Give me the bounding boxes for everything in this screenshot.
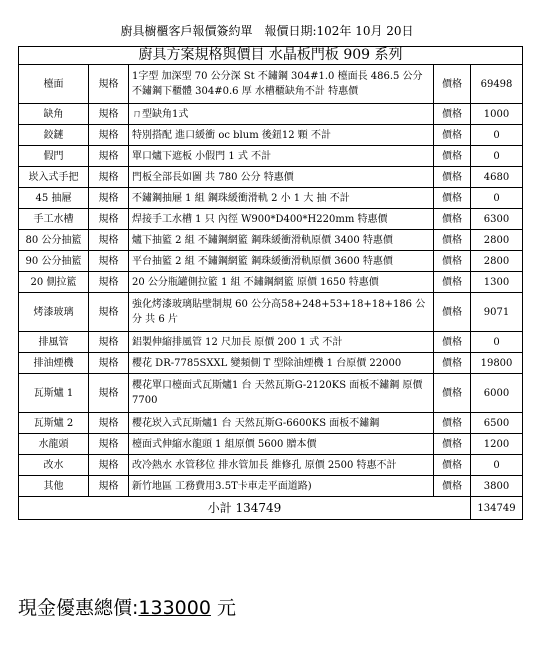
item-description: 1字型 加深型 70 公分深 St 不鏽鋼 304#1.0 檯面長 486.5 公分 不鏽鋼下櫃體 304#0.6 厚 水槽櫃缺角不計 特惠價: [129, 65, 434, 104]
spec-label: 規格: [89, 125, 129, 146]
spec-label: 規格: [89, 209, 129, 230]
spec-label: 規格: [89, 146, 129, 167]
price-label: 價格: [434, 209, 471, 230]
spec-label: 規格: [89, 413, 129, 434]
spec-label: 規格: [89, 188, 129, 209]
grand-total-amount: 133000: [138, 597, 211, 619]
item-description: 爐下抽籃 2 組 不鏽鋼網籃 鋼珠緩衝滑軌原價 3400 特惠價: [129, 230, 434, 251]
item-description: 鋁製伸縮排風管 12 尺加長 原價 200 1 式 不計: [129, 332, 434, 353]
table-row: [19, 476, 523, 497]
grand-total-unit: 元: [210, 597, 236, 619]
item-description: 焊接手工水槽 1 只 內徑 W900*D400*H220mm 特惠價: [129, 209, 434, 230]
quote-table: [18, 46, 523, 520]
spec-label: 規格: [89, 65, 129, 104]
item-name: 水龍頭: [19, 434, 89, 455]
document-header: 廚具櫥櫃客戶報價簽約單 報價日期:102年 10月 20日: [120, 24, 414, 38]
item-name: 20 側拉籃: [19, 272, 89, 293]
price-label: 價格: [434, 104, 471, 125]
table-row: [19, 251, 523, 272]
item-description: 強化烤漆玻璃貼壁制規 60 公分高58+248+53+18+18+186 公分 共 6 片: [129, 293, 434, 332]
item-description: 櫻花崁入式瓦斯爐1 台 天然瓦斯G-6600KS 面板不鏽鋼: [129, 413, 434, 434]
table-row: [19, 209, 523, 230]
item-name: 缺角: [19, 104, 89, 125]
item-description: 門板全部長如圖 共 780 公分 特惠價: [129, 167, 434, 188]
item-name: 崁入式手把: [19, 167, 89, 188]
item-price: 1200: [471, 434, 523, 455]
item-name: 鉸鏈: [19, 125, 89, 146]
table-title-row: [19, 47, 523, 65]
subtotal-row: [19, 497, 523, 520]
spec-label: 規格: [89, 476, 129, 497]
item-name: 45 抽屜: [19, 188, 89, 209]
table-row: [19, 353, 523, 374]
price-label: 價格: [434, 476, 471, 497]
spec-label: 規格: [89, 332, 129, 353]
item-price: 0: [471, 332, 523, 353]
item-description: 不鏽鋼抽屜 1 組 鋼珠緩衝滑軌 2 小 1 大 抽 不計: [129, 188, 434, 209]
price-label: 價格: [434, 146, 471, 167]
spec-label: 規格: [89, 167, 129, 188]
price-label: 價格: [434, 455, 471, 476]
spec-label: 規格: [89, 251, 129, 272]
item-name: 假門: [19, 146, 89, 167]
item-price: 2800: [471, 230, 523, 251]
spec-label: 規格: [89, 374, 129, 413]
item-name: 改水: [19, 455, 89, 476]
table-row: [19, 272, 523, 293]
item-price: 0: [471, 455, 523, 476]
spec-label: 規格: [89, 455, 129, 476]
table-title: 廚具方案規格與價目 水晶板門板 909 系列: [19, 47, 523, 65]
price-label: 價格: [434, 272, 471, 293]
price-label: 價格: [434, 434, 471, 455]
item-description: 新竹地區 工務費用3.5T卡車走平面道路): [129, 476, 434, 497]
item-price: 1300: [471, 272, 523, 293]
item-description: 特別搭配 進口緩衝 oc blum 後鈕12 顆 不計: [129, 125, 434, 146]
item-description: 平台抽籃 2 組 不鏽鋼網籃 鋼珠緩衝滑軌原價 3600 特惠價: [129, 251, 434, 272]
item-price: 6300: [471, 209, 523, 230]
item-description: 20 公分瓶罐側拉籃 1 組 不鏽鋼網籃 原價 1650 特惠價: [129, 272, 434, 293]
item-price: 6500: [471, 413, 523, 434]
item-price: 0: [471, 188, 523, 209]
price-label: 價格: [434, 167, 471, 188]
spec-label: 規格: [89, 272, 129, 293]
price-label: 價格: [434, 374, 471, 413]
item-description: 檯面式伸縮水龍頭 1 組原價 5600 贈本價: [129, 434, 434, 455]
item-description: 單口爐下遮板 小假門 1 式 不計: [129, 146, 434, 167]
item-name: 手工水槽: [19, 209, 89, 230]
grand-total: [18, 593, 236, 620]
table-row: [19, 434, 523, 455]
price-label: 價格: [434, 188, 471, 209]
spec-label: 規格: [89, 230, 129, 251]
item-price: 2800: [471, 251, 523, 272]
item-price: 6000: [471, 374, 523, 413]
price-label: 價格: [434, 125, 471, 146]
item-name: 其他: [19, 476, 89, 497]
item-description: 櫻花單口檯面式瓦斯爐1 台 天然瓦斯G-2120KS 面板不鏽鋼 原價 7700: [129, 374, 434, 413]
table-row: [19, 413, 523, 434]
table-row: [19, 125, 523, 146]
item-description: ㄇ型缺角1式: [129, 104, 434, 125]
item-price: 3800: [471, 476, 523, 497]
table-row: [19, 293, 523, 332]
price-label: 價格: [434, 65, 471, 104]
item-name: 檯面: [19, 65, 89, 104]
item-price: 19800: [471, 353, 523, 374]
item-description: 櫻花 DR-7785SXXL 變頻側 T 型除油煙機 1 台原價 22000: [129, 353, 434, 374]
item-name: 烤漆玻璃: [19, 293, 89, 332]
price-label: 價格: [434, 353, 471, 374]
grand-total-label: 現金優惠總價:: [18, 597, 139, 619]
item-price: 69498: [471, 65, 523, 104]
item-name: 瓦斯爐 2: [19, 413, 89, 434]
item-description: 改冷熱水 水管移位 排水管加長 維修孔 原價 2500 特惠不計: [129, 455, 434, 476]
spec-label: 規格: [89, 353, 129, 374]
subtotal-label: 小計 134749: [19, 497, 471, 520]
table-row: [19, 374, 523, 413]
item-price: 9071: [471, 293, 523, 332]
price-label: 價格: [434, 413, 471, 434]
item-price: 0: [471, 125, 523, 146]
table-row: [19, 167, 523, 188]
item-name: 90 公分抽籃: [19, 251, 89, 272]
table-row: [19, 146, 523, 167]
table-row: [19, 332, 523, 353]
item-price: 0: [471, 146, 523, 167]
spec-label: 規格: [89, 434, 129, 455]
table-row: [19, 455, 523, 476]
item-name: 排風管: [19, 332, 89, 353]
table-row: [19, 104, 523, 125]
item-name: 80 公分抽籃: [19, 230, 89, 251]
item-price: 1000: [471, 104, 523, 125]
subtotal-value: 134749: [471, 497, 523, 520]
item-price: 4680: [471, 167, 523, 188]
price-label: 價格: [434, 293, 471, 332]
spec-label: 規格: [89, 104, 129, 125]
price-label: 價格: [434, 230, 471, 251]
table-row: [19, 65, 523, 104]
spec-label: 規格: [89, 293, 129, 332]
item-name: 瓦斯爐 1: [19, 374, 89, 413]
table-row: [19, 188, 523, 209]
item-name: 排油煙機: [19, 353, 89, 374]
price-label: 價格: [434, 332, 471, 353]
table-row: [19, 230, 523, 251]
price-label: 價格: [434, 251, 471, 272]
